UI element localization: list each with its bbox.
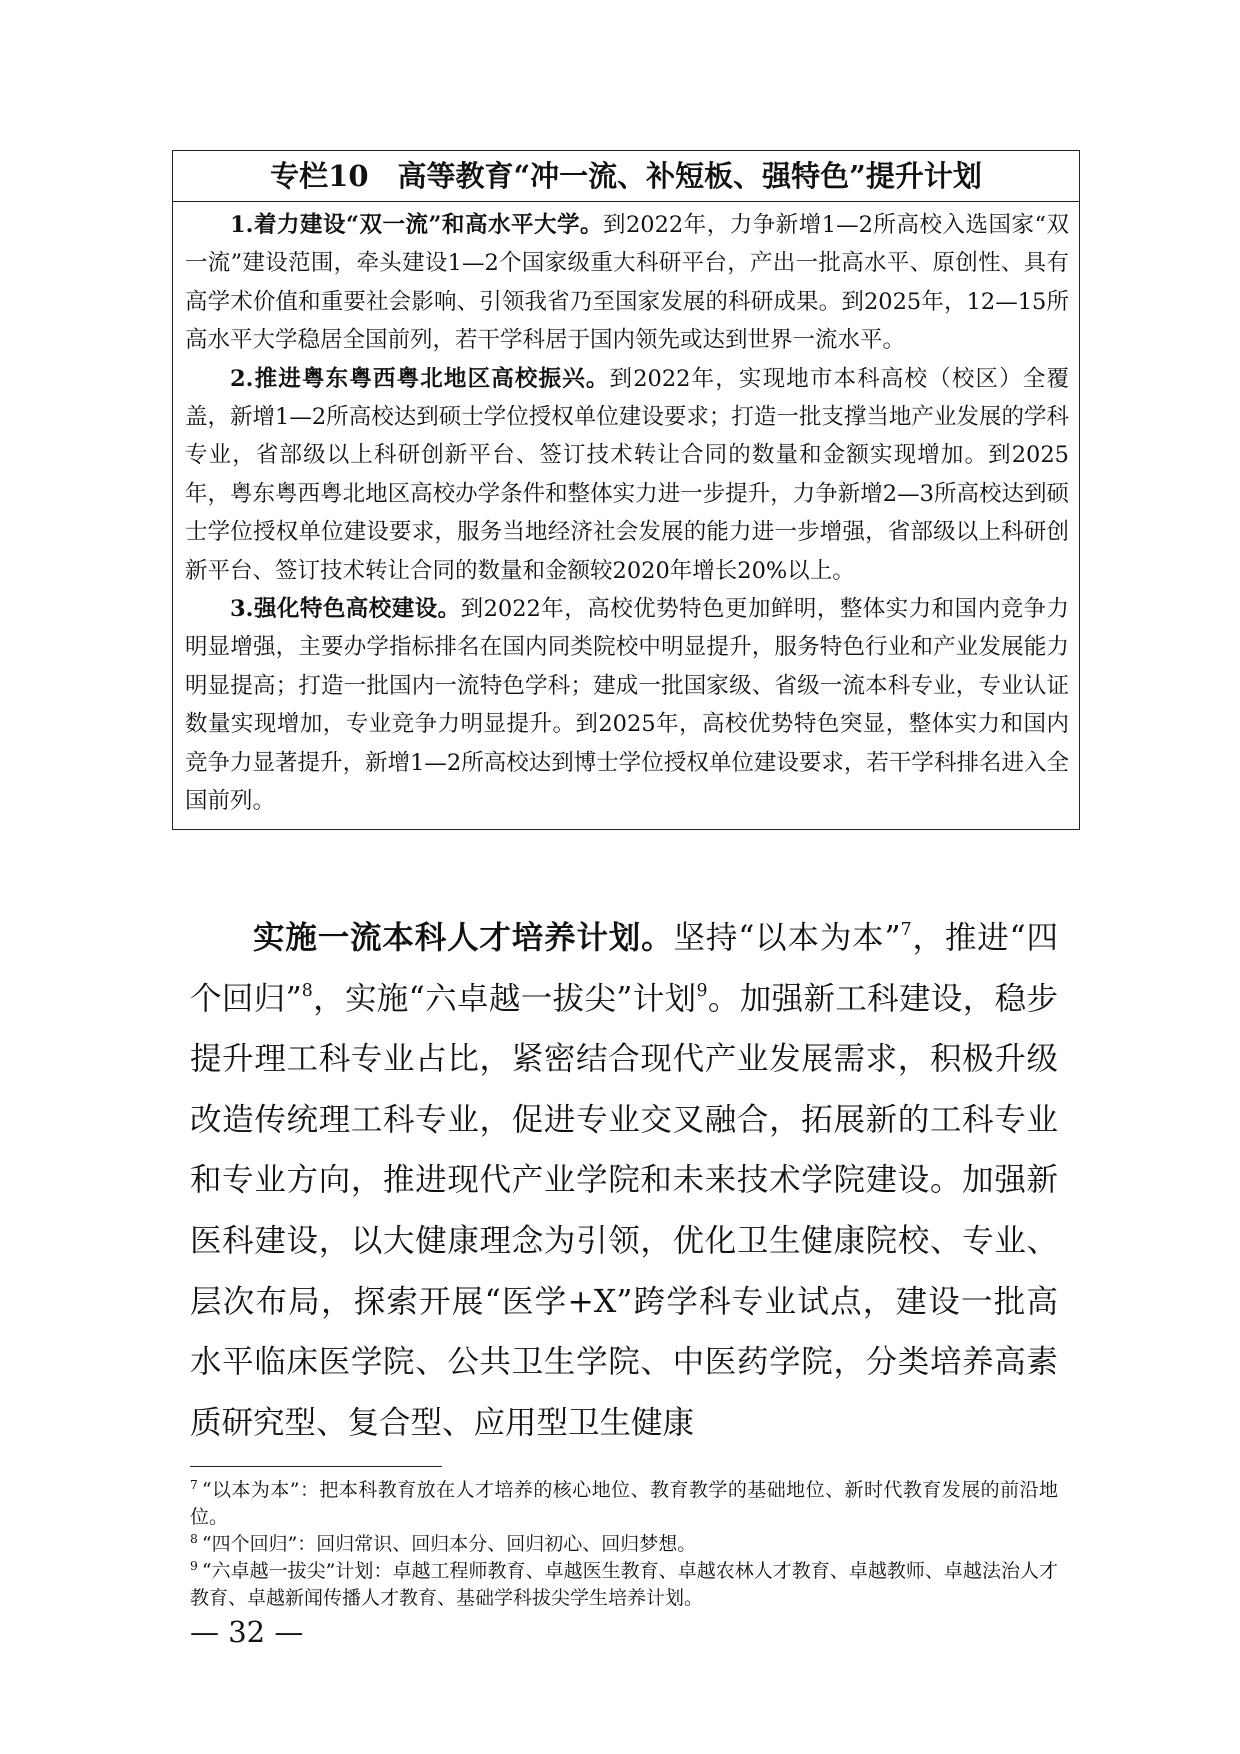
footnote-8-text: “四个回归”：回归常识、回归本分、回归初心、回归梦想。 (201, 1533, 697, 1555)
column-item-2-text: 到2022年，实现地市本科高校（校区）全覆盖，新增1—2所高校达到硕士学位授权单位建设要求；打造一批支撑当地产业发展的学科专业，省部级以上科研创新平台、签订技术转让合同的数量和金额实现增加。到2025年，粤东粤西粤北地区高校办学条件和整体实力进一步提升，力争新增2—3所高校达到硕士学位授权单位建设要求，服务当地经济社会发展的能力进一步增强，省部级以上科研创新平台、签订技术转让合同的数量和金额较2020年增长20%以上。 (185, 365, 1069, 584)
main-paragraph (190, 908, 1058, 1453)
main-paragraph-text-3: ，实施“六卓越一拔尖”计划 (312, 980, 697, 1017)
footnote-ref-8: 8 (301, 980, 313, 1001)
column-item-3-text: 到2022年，高校优势特色更加鲜明，整体实力和国内竞争力明显增强，主要办学指标排名在国内同类院校中明显提升，服务特色行业和产业发展能力明显提高；打造一批国内一流特色学科；建成一批国家级、省级一流本科专业，专业认证数量实现增加，专业竞争力明显提升。到2025年，高校优势特色突显，整体实力和国内竞争力显著提升，新增1—2所高校达到博士学位授权单位建设要求，若干学科排名进入全国前列。 (185, 596, 1069, 815)
column-item-3-heading: 3.强化特色高校建设。 (230, 596, 461, 623)
column-item-3 (185, 590, 1069, 820)
column-item-1 (185, 206, 1069, 360)
column-box-body (173, 202, 1079, 829)
column-item-1-heading: 1.着力建设“双一流”和高水平大学。 (230, 212, 603, 238)
footnote-7-text: “以本为本”：把本科教育放在人才培养的核心地位、教育教学的基础地位、新时代教育发展的前沿地位。 (190, 1479, 1058, 1528)
footnote-9-text: “六卓越一拔尖”计划：卓越工程师教育、卓越医生教育、卓越农林人才教育、卓越教师、卓越法治人才教育、卓越新闻传播人才教育、基础学科拔尖学生培养计划。 (190, 1560, 1058, 1609)
main-paragraph-text-1: 坚持“以本为本” (673, 920, 901, 956)
footnote-7-number: 7 (190, 1477, 198, 1492)
main-paragraph-text-4: 。加强新工科建设，稳步提升理工科专业占比，紧密结合现代产业发展需求，积极升级改造传统理工科专业，促进专业交叉融合，拓展新的工科专业和专业方向，推进现代产业学院和未来技术学院建设。加强新医科建设，以大健康理念为引领，优化卫生健康院校、专业、层次布局，探索开展“医学+X”跨学科专业试点，建设一批高水平临床医学院、公共卫生学院、中医药学院，分类培养高素质研究型、复合型、应用型卫生健康 (190, 980, 1058, 1441)
main-paragraph-heading: 实施一流本科人才培养计划。 (253, 919, 674, 956)
column-item-2 (185, 360, 1069, 590)
footnote-separator (190, 1466, 442, 1467)
column-box-title: 专栏10 高等教育“冲一流、补短板、强特色”提升计划 (173, 151, 1079, 202)
page-number: — 32 — (190, 1615, 304, 1649)
footnote-7 (190, 1477, 1058, 1531)
footnote-9-number: 9 (190, 1558, 198, 1573)
footnote-8-number: 8 (190, 1531, 198, 1546)
column-item-2-heading: 2.推进粤东粤西粤北地区高校振兴。 (230, 365, 610, 392)
footnote-9 (190, 1558, 1058, 1612)
main-paragraph-text-2: ，推进“四个回归” (190, 920, 1058, 1017)
footnote-ref-7: 7 (900, 920, 912, 941)
footnote-ref-9: 9 (696, 980, 708, 1001)
column-item-1-text: 到2022年，力争新增1—2所高校入选国家“双一流”建设范围，牵头建设1—2个国家级重大科研平台，产出一批高水平、原创性、具有高学术价值和重要社会影响、引领我省乃至国家发展的科研成果。到2025年，12—15所高水平大学稳居全国前列，若干学科居于国内领先或达到世界一流水平。 (185, 212, 1069, 354)
footnote-8 (190, 1531, 1058, 1558)
footnotes (190, 1477, 1058, 1612)
column-box (172, 150, 1080, 830)
